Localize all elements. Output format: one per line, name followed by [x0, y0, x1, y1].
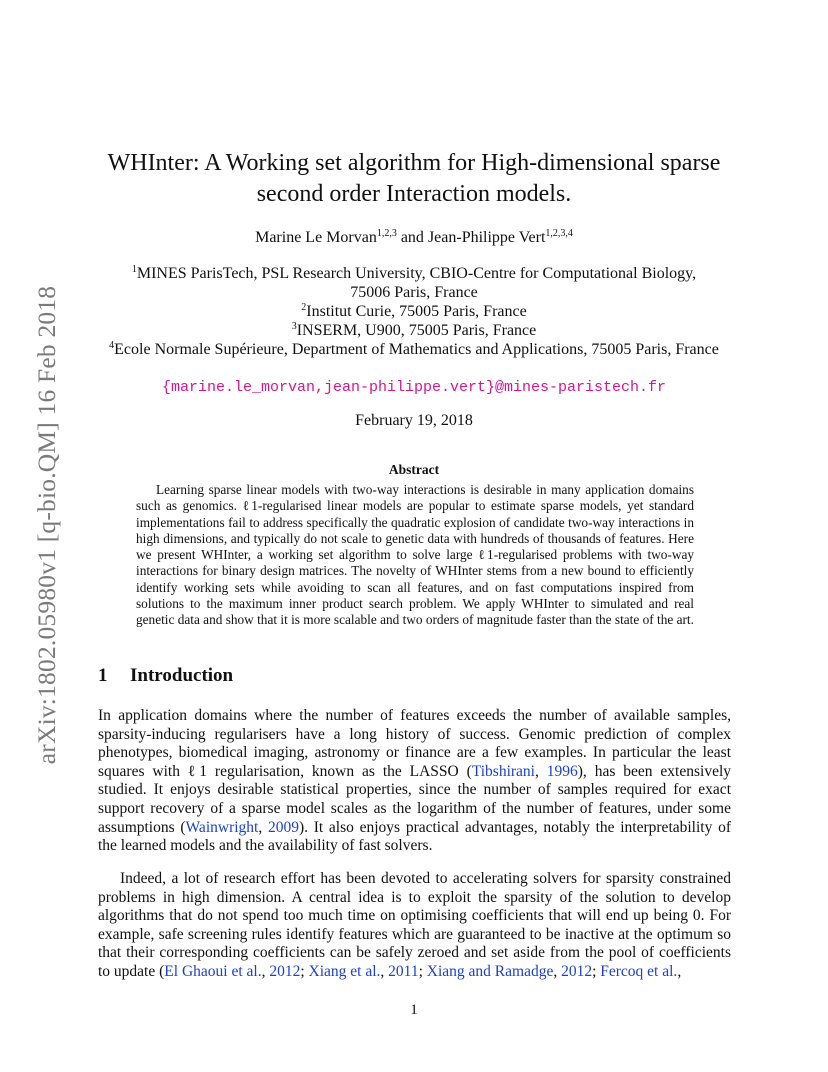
- arxiv-sidebar-stamp: [32, 265, 61, 785]
- contact-email[interactable]: {marine.le_morvan,jean-philippe.vert}@mines-paristech.fr: [161, 379, 667, 396]
- affiliation-4-mark: 4: [109, 340, 115, 351]
- citation-fercoq-link[interactable]: Fercoq et al.: [600, 962, 678, 980]
- title-line-1: WHInter: A Working set algorithm for High-dimensional sparse: [107, 150, 721, 176]
- publication-date: February 19, 2018: [355, 412, 473, 429]
- affiliation-2: [60, 302, 768, 321]
- abstract-heading: Abstract: [388, 462, 440, 477]
- citation-separator: ,: [258, 818, 268, 836]
- paragraph-text: ,: [677, 962, 682, 980]
- citation-tibshirani-link[interactable]: Tibshirani: [471, 762, 535, 780]
- affiliation-4-text: Ecole Normale Supérieure, Department of Mathematics and Applications, 75005 Paris, France: [114, 341, 719, 358]
- author-line: [100, 229, 728, 247]
- author-2-name: Jean-Philippe Vert: [427, 229, 546, 246]
- citation-wainwright-link[interactable]: Wainwright: [185, 818, 259, 836]
- affiliation-1-text: MINES ParisTech, PSL Research University, CBIO-Centre for Computational Biology,: [136, 265, 697, 282]
- citation-wainwright-year-link[interactable]: 2009: [267, 818, 299, 836]
- citation-xiang-ramadge-link[interactable]: Xiang and Ramadge: [426, 962, 554, 980]
- intro-paragraph-1: [98, 707, 731, 856]
- paragraph-text: ), has been extensively studied. It enjoys desirable statistical properties, since the number of samples required for exact support recovery of a sparse model scales as the logarithm of the number of features, under some assumptions (: [98, 762, 732, 836]
- arxiv-identifier: arXiv:1802.05980v1 [q-bio.QM] 16 Feb 2018: [32, 285, 61, 765]
- citation-separator: ,: [553, 962, 562, 980]
- section-heading: [98, 665, 233, 687]
- author-2-affil-marks: 1,2,3,4: [545, 228, 573, 239]
- citation-separator: ;: [418, 962, 427, 980]
- citation-separator: ;: [592, 962, 601, 980]
- title-line-2: second order Interaction models.: [256, 181, 572, 207]
- section-number: 1: [98, 665, 108, 686]
- paragraph-text: ). It also enjoys practical advantages, notably the interpretability of the learned models and the availability of fast solvers.: [98, 818, 731, 855]
- paragraph-text: In application domains where the number of features exceeds the number of available samples, sparsity-inducing regularisers have a long history of success. Genomic prediction of complex phenotypes, biomedical imaging, astronomy or finance are a few examples. In particular the least squares with ℓ1 regularisation, known as the LASSO (: [98, 707, 731, 780]
- affiliation-3-text: INSERM, U900, 75005 Paris, France: [296, 322, 537, 339]
- paragraph-text: Indeed, a lot of research effort has been devoted to accelerating solvers for sparsity constrained problems in high dimension. A central idea is to exploit the sparsity of the solution to develop algorithms that do not spend too much time on optimising coefficients that will end up being 0. For example, safe screening rules identify features which are guaranteed to be inactive at the optimum so that their corresponding coefficients can be safely zeroed and set aside from the pool of coefficients to update (: [98, 870, 731, 980]
- paper-title: [100, 148, 728, 210]
- author-conjunction: and: [396, 229, 428, 246]
- affiliation-3-mark: 3: [291, 321, 297, 332]
- citation-el-ghaoui-link[interactable]: El Ghaoui et al.: [164, 962, 262, 980]
- affiliations: [60, 264, 768, 359]
- affiliation-1-mark: 1: [131, 264, 137, 275]
- citation-separator: ,: [380, 962, 389, 980]
- citation-xiang-year-link[interactable]: 2011: [388, 962, 419, 980]
- citation-separator: ,: [534, 762, 547, 780]
- section-title: Introduction: [130, 665, 234, 686]
- affiliation-1-cont: 75006 Paris, France: [350, 284, 478, 301]
- citation-separator: ,: [261, 962, 270, 980]
- abstract-body: Learning sparse linear models with two-way interactions is desirable in many application domains such as genomics. ℓ1-regularised linear models are popular to estimate sparse models, yet standard implementations fail to address specifically the quadratic explosion of candidate two-way interactions in high dimensions, and typically do not scale to genetic data with hundreds of thousands of features. Here we present WHInter, a working set algorithm to solve large ℓ1-regularised problems with two-way interactions for binary design matrices. The novelty of WHInter stems from a new bound to efficiently identify working sets while avoiding to scan all features, and on fast computations inspired from solutions to the maximum inner product search problem. We apply WHInter to simulated and real genetic data and show that it is more scalable and two orders of magnitude faster than the state of the art.: [136, 482, 694, 628]
- affiliation-3: [60, 321, 768, 340]
- affiliation-4: [60, 340, 768, 359]
- author-1-name: Marine Le Morvan: [255, 229, 377, 246]
- citation-xiang-link[interactable]: Xiang et al.: [308, 962, 381, 980]
- affiliation-2-text: Institut Curie, 75005 Paris, France: [306, 303, 527, 320]
- citation-separator: ;: [300, 962, 309, 980]
- author-1-affil-marks: 1,2,3: [376, 228, 397, 239]
- citation-tibshirani-year-link[interactable]: 1996: [546, 762, 578, 780]
- citation-xiang-ramadge-year-link[interactable]: 2012: [561, 962, 593, 980]
- intro-paragraph-2: [98, 870, 731, 982]
- affiliation-2-mark: 2: [301, 302, 307, 313]
- affiliation-1: [60, 264, 768, 283]
- citation-el-ghaoui-year-link[interactable]: 2012: [269, 962, 301, 980]
- page-number: 1: [410, 1002, 418, 1018]
